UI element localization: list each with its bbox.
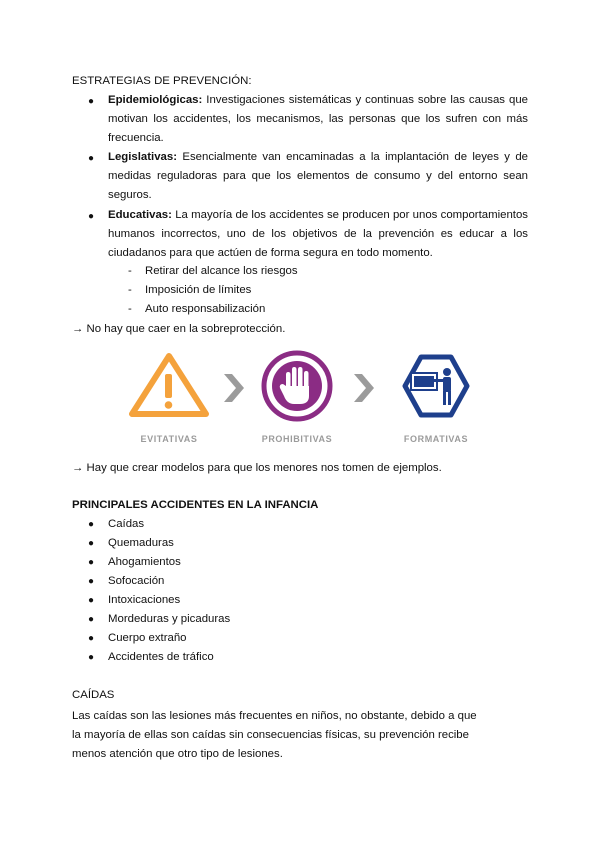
strategy-text: Esencialmente van encaminadas a la implantación de leyes y de medidas reguladoras para que los elementos de consumo y del entorno sean seguros.	[108, 151, 528, 201]
strategy-epidemiologicas	[108, 91, 528, 148]
bullet: ●	[88, 96, 95, 107]
strategies-heading: ESTRATEGIAS DE PREVENCIÓN:	[72, 75, 252, 87]
bullet: ●	[88, 153, 95, 164]
dash-marker: -	[128, 284, 132, 296]
bullet: ●	[88, 538, 95, 549]
bullet: ●	[88, 614, 95, 625]
chevron-right-icon	[224, 374, 244, 402]
accident-item: Mordeduras y picaduras	[108, 613, 231, 625]
bullet: ●	[88, 633, 95, 644]
strategy-educativas	[108, 206, 528, 263]
accident-item: Quemaduras	[108, 537, 174, 549]
subitem: Imposición de límites	[145, 284, 252, 296]
dash-marker: -	[128, 265, 132, 277]
figure-label-evitativas: EVITATIVAS	[140, 434, 198, 444]
stop-hand-icon	[264, 353, 330, 419]
figure-label-formativas: FORMATIVAS	[403, 434, 469, 444]
subitem: Retirar del alcance los riesgos	[145, 265, 298, 277]
strategy-text: Investigaciones sistemáticas y continuas sobre las causas que motivan los accidentes, los mecanismos, las personas que los sufren con más frecuencia.	[108, 94, 528, 144]
bullet: ●	[88, 652, 95, 663]
strategy-legislativas	[108, 148, 528, 205]
dash-marker: -	[128, 303, 132, 315]
strategy-text: La mayoría de los accidentes se producen por unos comportamientos humanos incorrectos, uno de los objetivos de la prevención es educar a los ciudadanos para que actúen de forma segura en todo momento.	[108, 209, 528, 259]
note-models: → Hay que crear modelos para que los menores nos tomen de ejemplos.	[72, 462, 442, 474]
figure-label-prohibitivas: PROHIBITIVAS	[261, 434, 333, 444]
accidents-heading: PRINCIPALES ACCIDENTES EN LA INFANCIA	[72, 499, 319, 511]
warning-triangle-icon	[132, 356, 206, 414]
falls-paragraph-line: menos atención que otro tipo de lesiones.	[72, 748, 283, 760]
accident-item: Caídas	[108, 518, 145, 530]
falls-paragraph-line: Las caídas son las lesiones más frecuentes en niños, no obstante, debido a que	[72, 710, 477, 722]
bullet: ●	[88, 595, 95, 606]
falls-paragraph-line: la mayoría de ellas son caídas sin consecuencias físicas, su prevención recibe	[72, 729, 469, 741]
note-overprotection: → No hay que caer en la sobreprotección.	[72, 323, 286, 335]
strategy-term: Epidemiológicas:	[108, 94, 203, 106]
prevention-types-figure	[128, 350, 473, 450]
accident-item: Cuerpo extraño	[108, 632, 187, 644]
chevron-right-icon	[354, 374, 374, 402]
falls-heading: CAÍDAS	[72, 689, 115, 701]
teacher-hexagon-icon	[405, 357, 467, 415]
accident-item: Intoxicaciones	[108, 594, 181, 606]
bullet: ●	[88, 211, 95, 222]
bullet: ●	[88, 519, 95, 530]
accident-item: Accidentes de tráfico	[108, 651, 214, 663]
strategy-term: Educativas:	[108, 209, 172, 221]
bullet: ●	[88, 557, 95, 568]
bullet: ●	[88, 576, 95, 587]
strategy-term: Legislativas:	[108, 151, 178, 163]
accident-item: Sofocación	[108, 575, 165, 587]
accident-item: Ahogamientos	[108, 556, 181, 568]
subitem: Auto responsabilización	[145, 303, 266, 315]
